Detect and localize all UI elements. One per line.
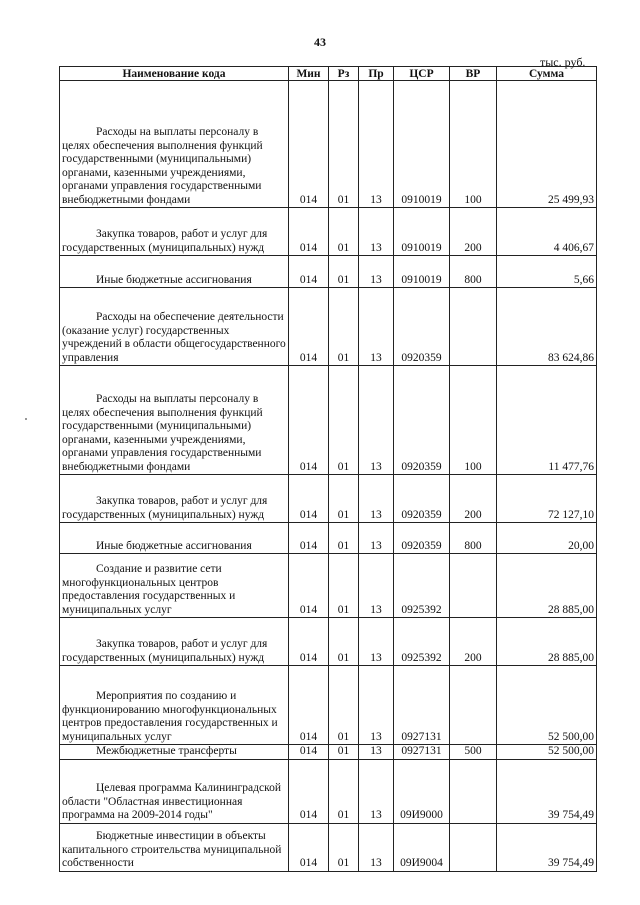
row-name: Иные бюджетные ассигнования xyxy=(96,273,252,286)
row-pr: 13 xyxy=(359,288,394,366)
table-row xyxy=(60,475,597,523)
row-name: Мероприятия по созданию и функционированию многофункциональных центров предоставления государственных и муниципальных услуг xyxy=(62,690,278,743)
table-row xyxy=(60,208,597,256)
row-pr: 13 xyxy=(359,523,394,554)
row-csr: 0920359 xyxy=(394,475,450,523)
table-row xyxy=(60,288,597,366)
row-min: 014 xyxy=(289,208,329,256)
table-row xyxy=(60,666,597,745)
row-name: Расходы на обеспечение деятельности (оказание услуг) государственных учреждений в области общегосударственного управления xyxy=(62,311,286,364)
row-vr: 800 xyxy=(450,523,497,554)
scan-speck xyxy=(25,418,27,420)
row-sum: 39 754,49 xyxy=(497,823,597,871)
row-sum: 11 477,76 xyxy=(497,366,597,475)
header-name: Наименование кода xyxy=(60,67,289,81)
table-row xyxy=(60,759,597,823)
row-name: Расходы на выплаты персоналу в целях обеспечения выполнения функций государственными (муниципальными) органами, казенными учреждениями, органами управления государственными внебюджетными фондами xyxy=(62,126,263,206)
row-vr: 100 xyxy=(450,81,497,208)
row-csr: 0927131 xyxy=(394,745,450,760)
row-pr: 13 xyxy=(359,554,394,618)
row-pr: 13 xyxy=(359,475,394,523)
row-min: 014 xyxy=(289,288,329,366)
row-name: Создание и развитие сети многофункциональных центров предоставления государственных и муниципальных услуг xyxy=(62,563,236,616)
row-vr: 100 xyxy=(450,366,497,475)
row-csr: 0910019 xyxy=(394,81,450,208)
budget-table xyxy=(59,66,597,872)
table-header-row xyxy=(60,67,597,81)
row-sum: 52 500,00 xyxy=(497,745,597,760)
row-name: Иные бюджетные ассигнования xyxy=(96,539,252,552)
row-min: 014 xyxy=(289,823,329,871)
row-min: 014 xyxy=(289,666,329,745)
row-name: Закупка товаров, работ и услуг для государственных (муниципальных) нужд xyxy=(62,495,268,521)
row-pr: 13 xyxy=(359,759,394,823)
row-sum: 28 885,00 xyxy=(497,554,597,618)
row-min: 014 xyxy=(289,618,329,666)
row-rz: 01 xyxy=(329,523,359,554)
table-row xyxy=(60,618,597,666)
row-name: Закупка товаров, работ и услуг для государственных (муниципальных) нужд xyxy=(62,638,268,664)
row-csr: 0910019 xyxy=(394,208,450,256)
row-rz: 01 xyxy=(329,288,359,366)
row-csr: 0927131 xyxy=(394,666,450,745)
row-min: 014 xyxy=(289,256,329,288)
row-rz: 01 xyxy=(329,475,359,523)
row-sum: 28 885,00 xyxy=(497,618,597,666)
row-vr: 800 xyxy=(450,256,497,288)
row-sum: 25 499,93 xyxy=(497,81,597,208)
row-name: Целевая программа Калининградской области "Областная инвестиционная программа на 2009-2014 годы" xyxy=(62,782,281,821)
header-sum: Сумма xyxy=(497,67,597,81)
table-row xyxy=(60,823,597,871)
row-rz: 01 xyxy=(329,208,359,256)
row-csr: 0920359 xyxy=(394,366,450,475)
row-csr: 09И9000 xyxy=(394,759,450,823)
header-pr: Пр xyxy=(359,67,394,81)
row-vr: 500 xyxy=(450,745,497,760)
row-vr xyxy=(450,288,497,366)
row-vr: 200 xyxy=(450,618,497,666)
row-rz: 01 xyxy=(329,618,359,666)
row-min: 014 xyxy=(289,81,329,208)
row-pr: 13 xyxy=(359,618,394,666)
row-csr: 0920359 xyxy=(394,288,450,366)
row-rz: 01 xyxy=(329,81,359,208)
row-min: 014 xyxy=(289,366,329,475)
table-row xyxy=(60,745,597,760)
row-rz: 01 xyxy=(329,256,359,288)
row-csr: 0925392 xyxy=(394,554,450,618)
table-row xyxy=(60,256,597,288)
row-sum: 20,00 xyxy=(497,523,597,554)
row-vr: 200 xyxy=(450,475,497,523)
table-row xyxy=(60,554,597,618)
row-rz: 01 xyxy=(329,666,359,745)
row-vr xyxy=(450,666,497,745)
row-rz: 01 xyxy=(329,823,359,871)
row-vr xyxy=(450,554,497,618)
row-csr: 09И9004 xyxy=(394,823,450,871)
row-min: 014 xyxy=(289,759,329,823)
row-sum: 5,66 xyxy=(497,256,597,288)
row-min: 014 xyxy=(289,475,329,523)
table-row xyxy=(60,81,597,208)
row-sum: 4 406,67 xyxy=(497,208,597,256)
row-name: Бюджетные инвестиции в объекты капитального строительства муниципальной собственности xyxy=(62,830,282,869)
row-pr: 13 xyxy=(359,256,394,288)
row-rz: 01 xyxy=(329,759,359,823)
row-pr: 13 xyxy=(359,366,394,475)
row-sum: 52 500,00 xyxy=(497,666,597,745)
row-vr xyxy=(450,759,497,823)
header-vr: ВР xyxy=(450,67,497,81)
units-label: тыс. руб. xyxy=(540,55,586,69)
row-pr: 13 xyxy=(359,208,394,256)
row-pr: 13 xyxy=(359,745,394,760)
row-vr xyxy=(450,823,497,871)
row-name: Межбюджетные трансферты xyxy=(96,745,237,757)
row-pr: 13 xyxy=(359,666,394,745)
header-min: Мин xyxy=(289,67,329,81)
row-min: 014 xyxy=(289,523,329,554)
row-sum: 39 754,49 xyxy=(497,759,597,823)
row-rz: 01 xyxy=(329,554,359,618)
table-row xyxy=(60,523,597,554)
row-csr: 0910019 xyxy=(394,256,450,288)
row-min: 014 xyxy=(289,554,329,618)
row-csr: 0920359 xyxy=(394,523,450,554)
row-rz: 01 xyxy=(329,366,359,475)
row-sum: 72 127,10 xyxy=(497,475,597,523)
page-number: 43 xyxy=(314,35,326,49)
row-name: Закупка товаров, работ и услуг для государственных (муниципальных) нужд xyxy=(62,228,268,254)
row-vr: 200 xyxy=(450,208,497,256)
header-csr: ЦСР xyxy=(394,67,450,81)
row-sum: 83 624,86 xyxy=(497,288,597,366)
row-min: 014 xyxy=(289,745,329,760)
row-pr: 13 xyxy=(359,81,394,208)
header-rz: Рз xyxy=(329,67,359,81)
row-name: Расходы на выплаты персоналу в целях обеспечения выполнения функций государственными (муниципальными) органами, казенными учреждениями, органами управления государственными внебюджетными фондами xyxy=(62,393,263,473)
row-rz: 01 xyxy=(329,745,359,760)
table-row xyxy=(60,366,597,475)
row-pr: 13 xyxy=(359,823,394,871)
row-csr: 0925392 xyxy=(394,618,450,666)
